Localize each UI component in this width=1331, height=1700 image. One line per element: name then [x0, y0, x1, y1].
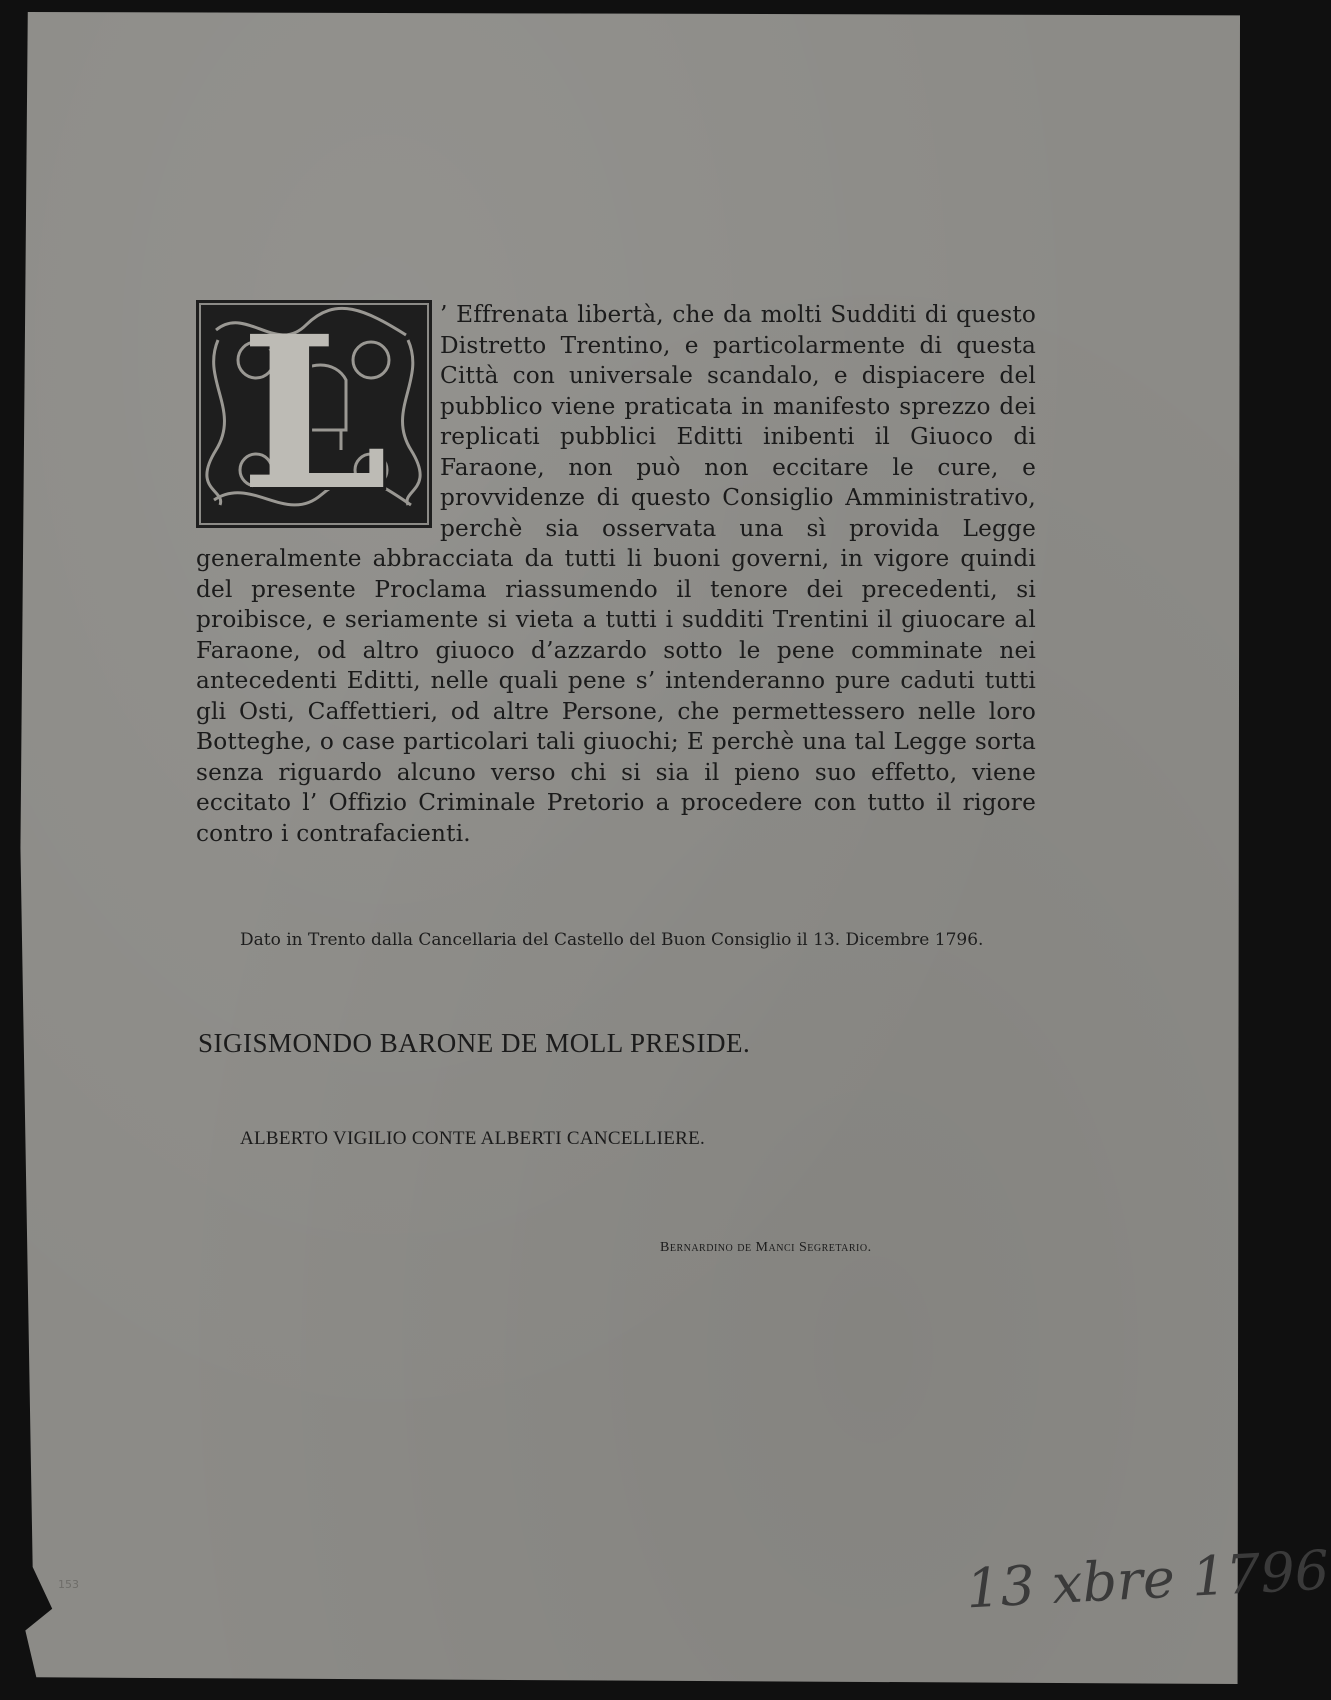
proclamation-text: [196, 290, 1036, 849]
signature-cancelliere: ALBERTO VIGILIO CONTE ALBERTI CANCELLIERE.: [240, 1128, 706, 1149]
initial-letter: L: [240, 290, 388, 537]
signature-segretario: Bernardino de Manci Segretario.: [660, 1240, 872, 1255]
decorated-initial: [196, 290, 432, 537]
handwritten-date: 13 xbre 1796: [964, 1538, 1331, 1621]
date-line: Dato in Trento dalla Cancellaria del Castello del Buon Consiglio il 13. Dicembre 1796.: [240, 930, 984, 950]
proclamation-body: ’ Effrenata libertà, che da molti Sudditi di questo Distretto Trentino, e particolarmente di questa Città con universale scandalo, e dispiacere del pubblico viene praticata in manifesto sprezzo dei replicati pubblici Editti inibenti il Giuoco di Faraone, non può non eccitare le cure, e provvidenze di questo Consiglio Amministrativo, perchè sia osservata una sì provida Legge generalmente abbracciata da tutti li buoni governi, in vigore quindi del presente Proclama riassumendo il tenore dei precedenti, si proibisce, e seriamente si vieta a tutti i sudditi Trentini il giuocare al Faraone, od altro giuoco d’azzardo sotto le pene comminate nei antecedenti Editti, nelle quali pene s’ intenderanno pure caduti tutti gli Osti, Caffettieri, od altre Persone, che permettessero nelle loro Botteghe, o case particolari tali giuochi; E perchè una tal Legge sorta senza riguardo alcuno verso chi si sia il pieno suo effetto, viene eccitato l’ Offizio Criminale Pretorio a procedere con tutto il rigore contro i contrafacienti.: [196, 301, 1036, 847]
archive-number: 153: [58, 1578, 79, 1591]
signature-preside: SIGISMONDO BARONE DE MOLL PRESIDE.: [198, 1028, 751, 1058]
